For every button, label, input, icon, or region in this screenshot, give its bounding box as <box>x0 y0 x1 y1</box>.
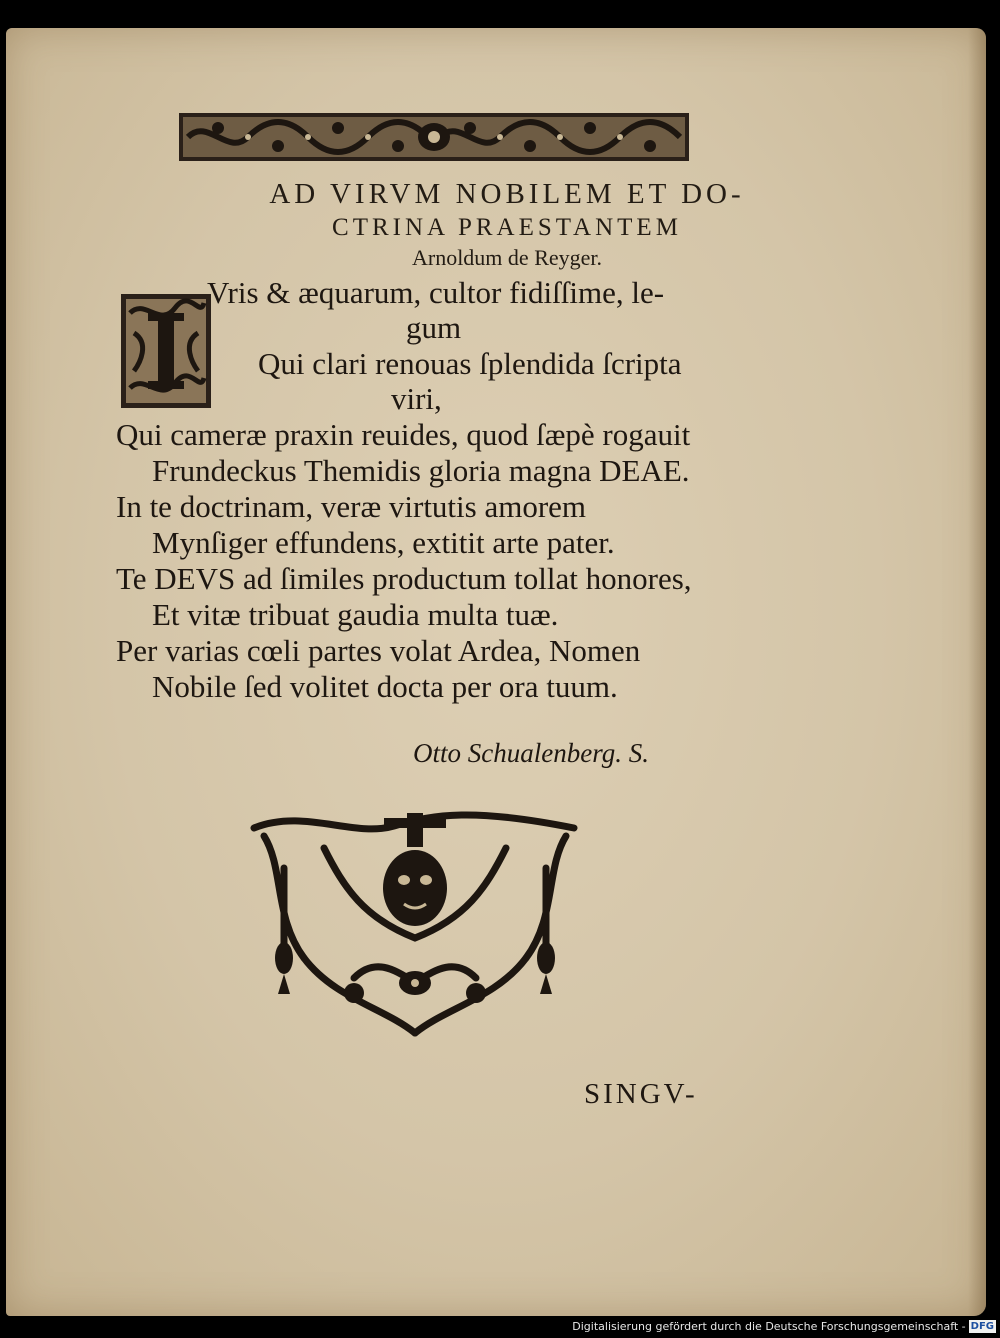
book-page <box>6 28 986 1316</box>
catchword: SINGV- <box>584 1078 698 1110</box>
dfg-logo-icon: DFG <box>970 1320 994 1332</box>
poem-line: Qui clari renouas ſplendida ſcripta <box>258 346 682 381</box>
poem-line: Mynſiger effundens, extitit arte pater. <box>152 525 615 560</box>
poem-line: Et vitæ tribuat gaudia multa tuæ. <box>152 597 559 632</box>
title-line-1: AD VIRVM NOBILEM ET DO- <box>269 178 745 210</box>
tailpiece-ornament-icon <box>244 808 586 1040</box>
poem-line: Frundeckus Themidis gloria magna DEAE. <box>152 453 690 488</box>
digitization-credit <box>572 1318 996 1334</box>
title-line-3: Arnoldum de Reyger. <box>411 245 603 270</box>
poem-line: Qui cameræ praxin reuides, quod ſæpè rogauit <box>116 417 691 452</box>
title-line-2: CTRINA PRAESTANTEM <box>332 214 682 241</box>
signature: Otto Schualenberg. S. <box>413 738 649 768</box>
credit-text: Digitalisierung gefördert durch die Deutsche Forschungsgemeinschaft - <box>572 1319 966 1333</box>
poem-line: Te DEVS ad ſimiles productum tollat honores, <box>116 561 692 596</box>
headpiece-ornament-icon <box>178 112 690 162</box>
poem-line: Per varias cœli partes volat Ardea, Nomen <box>116 633 641 668</box>
poem-line: Nobile ſed volitet docta per ora tuum. <box>152 669 618 704</box>
poem-line: Vris & æquarum, cultor fidiſſime, le- <box>207 275 665 310</box>
poem-line: gum <box>406 310 462 345</box>
poem-line: In te doctrinam, veræ virtutis amorem <box>116 489 587 524</box>
poem-line: viri, <box>391 381 442 416</box>
decorated-initial-icon <box>120 293 212 409</box>
